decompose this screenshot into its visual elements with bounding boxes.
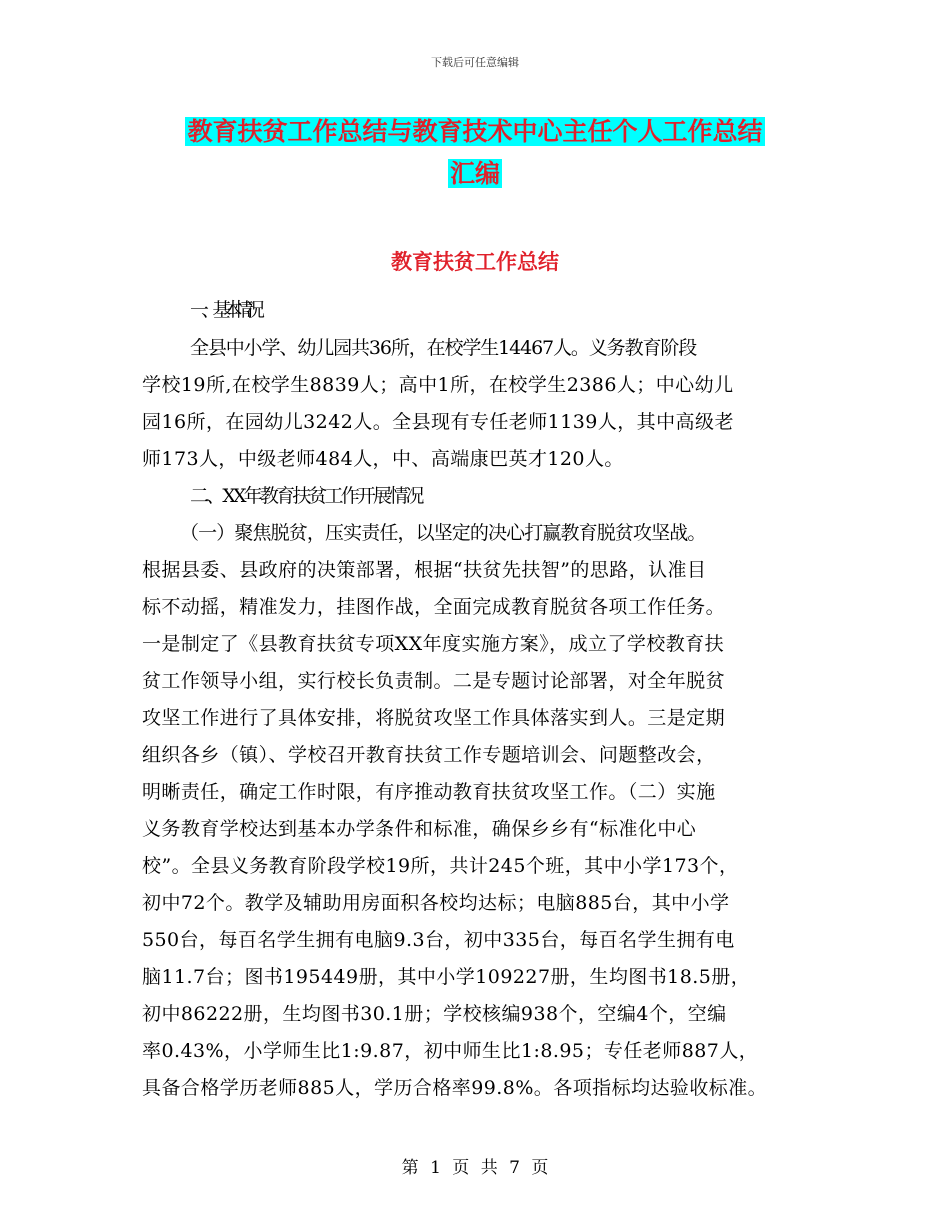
paragraph-line: 攻坚工作进行了具体安排，将脱贫攻坚工作具体落实到人。三是定期 (142, 707, 726, 729)
paragraph-line: 全县中小学、幼儿园共36所，在校学生14467人。义务教育阶段 (190, 337, 697, 359)
heading-work-progress: 二、XX年教育扶贫工作开展情况 (190, 485, 422, 507)
paragraph-line: 学校19所,在校学生8839人；高中1所，在校学生2386人；中心幼儿 (142, 374, 734, 396)
paragraph-line: 师173人，中级老师484人，中、高端康巴英才120人。 (142, 448, 624, 470)
paragraph-line: 初中86222册，生均图书30.1册；学校核编938个，空编4个，空编 (142, 1003, 727, 1025)
paragraph-line: （一）聚焦脱贫，压实责任，以坚定的决心打赢教育脱贫攻坚战。 (180, 522, 706, 544)
page-footer: 第 1 页 共 7 页 (401, 1158, 549, 1178)
paragraph-line: 明晰责任，确定工作时限，有序推动教育扶贫攻坚工作。（二）实施 (142, 781, 716, 803)
title-highlight-1: 教育扶贫工作总结与教育技术中心主任个人工作总结 (187, 117, 763, 146)
paragraph-line: 根据县委、县政府的决策部署，根据“扶贫先扶智”的思路，认准目 (142, 559, 707, 581)
header-note: 下载后可任意编辑 (431, 56, 519, 69)
title-highlight-2: 汇编 (449, 159, 500, 188)
paragraph-line: 标不动摇，精准发力，挂图作战，全面完成教育脱贫各项工作任务。 (142, 596, 726, 618)
document-title-line-2 (0, 153, 950, 195)
section-title: 教育扶贫工作总结 (391, 249, 559, 274)
paragraph-line: 率0.43%，小学师生比1:9.87，初中师生比1:8.95；专任老师887人， (142, 1040, 759, 1062)
paragraph-line: 550台，每百名学生拥有电脑9.3台，初中335台，每百名学生拥有电 (142, 929, 735, 951)
paragraph-line: 组织各乡（镇）、学校召开教育扶贫工作专题培训会、问题整改会， (142, 744, 716, 766)
paragraph-line: 具备合格学历老师885人，学历合格率99.8%。各项指标均达验收标准。 (142, 1077, 768, 1099)
document-title-line-1 (0, 111, 950, 153)
paragraph-line: 一是制定了《县教育扶贫专项XX年度实施方案》，成立了学校教育扶 (142, 633, 725, 655)
paragraph-line: 义务教育学校达到基本办学条件和标准，确保乡乡有“标准化中心 (142, 818, 697, 840)
heading-basic-situation: 一、基本情况 (190, 299, 258, 321)
paragraph-line: 园16所，在园幼儿3242人。全县现有专任老师1139人，其中高级老 (142, 411, 734, 433)
paragraph-line: 初中72个。教学及辅助用房面积各校均达标；电脑885台，其中小学 (142, 892, 730, 914)
paragraph-line: 校”。全县义务教育阶段学校19所，共计245个班，其中小学173个， (142, 855, 739, 877)
paragraph-line: 贫工作领导小组，实行校长负责制。二是专题讨论部署，对全年脱贫 (142, 670, 726, 692)
paragraph-line: 脑11.7台；图书195449册，其中小学109227册，生均图书18.5册， (142, 966, 751, 988)
